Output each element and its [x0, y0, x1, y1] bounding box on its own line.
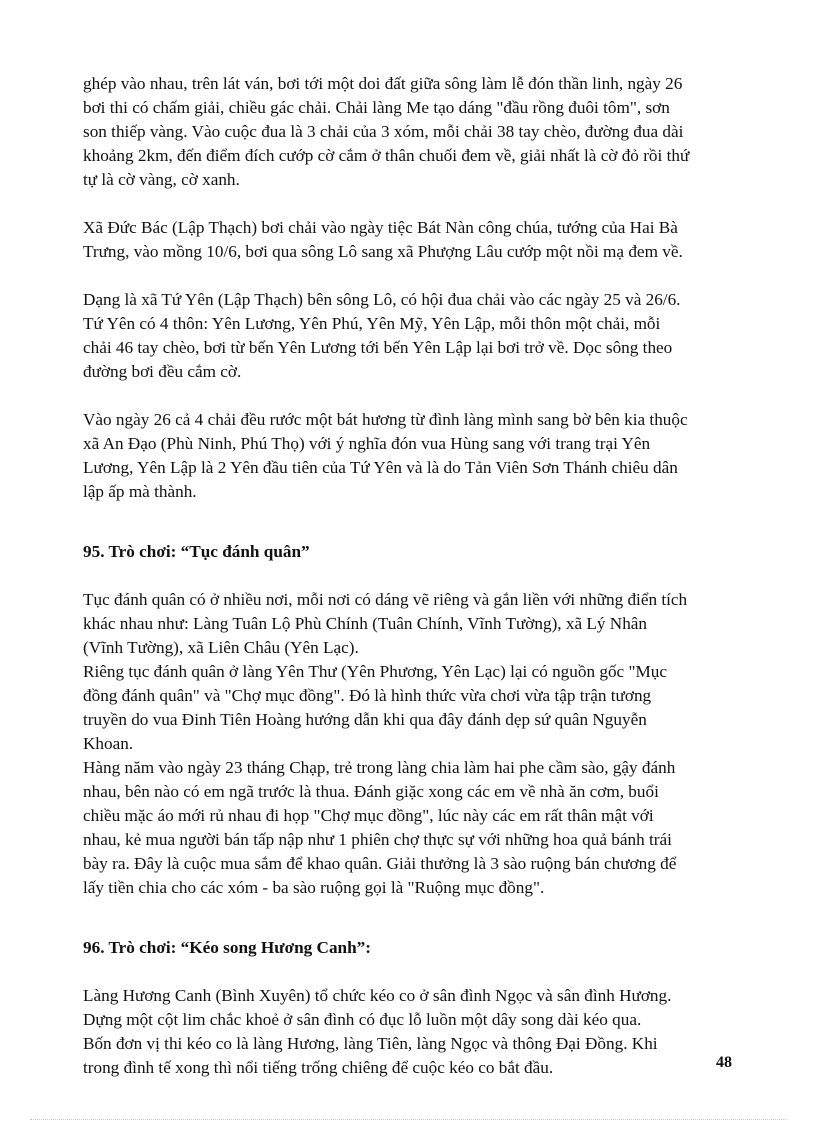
text-line: Khoan.	[83, 734, 134, 753]
page-bottom-divider	[30, 1119, 786, 1120]
section-heading-95: 95. Trò chơi: “Tục đánh quân”	[83, 542, 310, 561]
text-line: lập ấp mà thành.	[83, 482, 197, 501]
paragraph-incense-procession	[83, 408, 751, 504]
text-line: nhau, bên nào có em ngã trước là thua. Đánh giặc xong các em về nhà ăn cơm, buổi	[83, 782, 659, 801]
text-line: xã An Đạo (Phù Ninh, Phú Thọ) với ý nghĩa đón vua Hùng sang với trang trại Yên	[83, 434, 651, 453]
text-line: Bốn đơn vị thi kéo co là làng Hương, làng Tiên, làng Ngọc và thông Đại Đồng. Khi	[83, 1034, 658, 1053]
text-line: Lương, Yên Lập là 2 Yên đầu tiên của Tứ Yên và là do Tản Viên Sơn Thánh chiêu dân	[83, 458, 678, 477]
text-line: Vào ngày 26 cả 4 chải đều rước một bát hương từ đình làng mình sang bờ bên kia thuộc	[83, 410, 688, 429]
paragraph-duc-bac	[83, 216, 751, 264]
text-line: tự là cờ vàng, cờ xanh.	[83, 170, 240, 189]
text-line: (Vĩnh Tường), xã Liên Châu (Yên Lạc).	[83, 638, 359, 657]
text-line: nhau, kẻ mua người bán tấp nập như 1 phiên chợ thực sự với những hoa quả bánh trái	[83, 830, 672, 849]
text-line: Hàng năm vào ngày 23 tháng Chạp, trẻ trong làng chia làm hai phe cầm sào, gậy đánh	[83, 758, 676, 777]
paragraph-cho-muc-dong	[83, 756, 751, 900]
paragraph-yen-thu	[83, 660, 751, 756]
text-line: bày ra. Đây là cuộc mua sắm để khao quân. Giải thưởng là 3 sào ruộng bán chương để	[83, 854, 677, 873]
text-line: đường bơi đều cắm cờ.	[83, 362, 242, 381]
text-line: khác nhau như: Làng Tuân Lộ Phù Chính (Tuân Chính, Vĩnh Tường), xã Lý Nhân	[83, 614, 648, 633]
section-heading-96: 96. Trò chơi: “Kéo song Hương Canh”:	[83, 938, 371, 957]
text-line: ghép vào nhau, trên lát ván, bơi tới một doi đất giữa sông làm lễ đón thần linh, ngày 26	[83, 74, 683, 93]
text-line: khoảng 2km, đến điểm đích cướp cờ cắm ở thân chuối đem về, giải nhất là cờ đỏ rồi thứ	[83, 146, 690, 165]
text-line: trong đình tế xong thì nổi tiếng trống chiêng để cuộc kéo co bắt đầu.	[83, 1058, 554, 1077]
paragraph-huong-canh	[83, 984, 751, 1080]
text-line: Xã Đức Bác (Lập Thạch) bơi chải vào ngày tiệc Bát Nàn công chúa, tướng của Hai Bà	[83, 218, 678, 237]
text-line: truyền do vua Đinh Tiên Hoàng hướng dẫn khi qua đây đánh dẹp sứ quân Nguyễn	[83, 710, 647, 729]
text-line: đồng đánh quân" và "Chợ mục đồng". Đó là hình thức vừa chơi vừa tập trận tương	[83, 686, 652, 705]
text-line: bơi thi có chấm giải, chiều gác chải. Chải làng Me tạo dáng "đầu rồng đuôi tôm", sơn	[83, 98, 670, 117]
text-line: Tứ Yên có 4 thôn: Yên Lương, Yên Phú, Yên Mỹ, Yên Lập, mỗi thôn một chải, mỗi	[83, 314, 661, 333]
paragraph-danh-quan-intro	[83, 588, 751, 660]
text-line: chiều mặc áo mới rủ nhau đi họp "Chợ mục đồng", lúc này các em rất thân mật với	[83, 806, 654, 825]
text-line: Trưng, vào mồng 10/6, bơi qua sông Lô sang xã Phượng Lâu cướp một nồi mạ đem về.	[83, 242, 683, 261]
page-number: 48	[716, 1054, 732, 1071]
text-line: chải 46 tay chèo, bơi từ bến Yên Lương tới bến Yên Lập lại bơi trở về. Dọc sông theo	[83, 338, 673, 357]
paragraph-boat-race-me	[83, 72, 751, 192]
text-line: Riêng tục đánh quân ở làng Yên Thư (Yên Phương, Yên Lạc) lại có nguồn gốc "Mục	[83, 662, 667, 681]
text-line: Làng Hương Canh (Bình Xuyên) tổ chức kéo co ở sân đình Ngọc và sân đình Hương.	[83, 986, 672, 1005]
text-line: Dạng là xã Tứ Yên (Lập Thạch) bên sông Lô, có hội đua chải vào các ngày 25 và 26/6.	[83, 290, 681, 309]
text-line: lấy tiền chia cho các xóm - ba sào ruộng gọi là "Ruộng mục đồng".	[83, 878, 545, 897]
paragraph-tu-yen	[83, 288, 751, 384]
page-body	[83, 72, 751, 1080]
text-line: Dựng một cột lim chắc khoẻ ở sân đình có đục lỗ luồn một dây song dài kéo qua.	[83, 1010, 642, 1029]
text-line: son thiếp vàng. Vào cuộc đua là 3 chải của 3 xóm, mỗi chải 38 tay chèo, đường đua dài	[83, 122, 684, 141]
text-line: Tục đánh quân có ở nhiều nơi, mỗi nơi có dáng vẽ riêng và gắn liền với những điển tích	[83, 590, 688, 609]
